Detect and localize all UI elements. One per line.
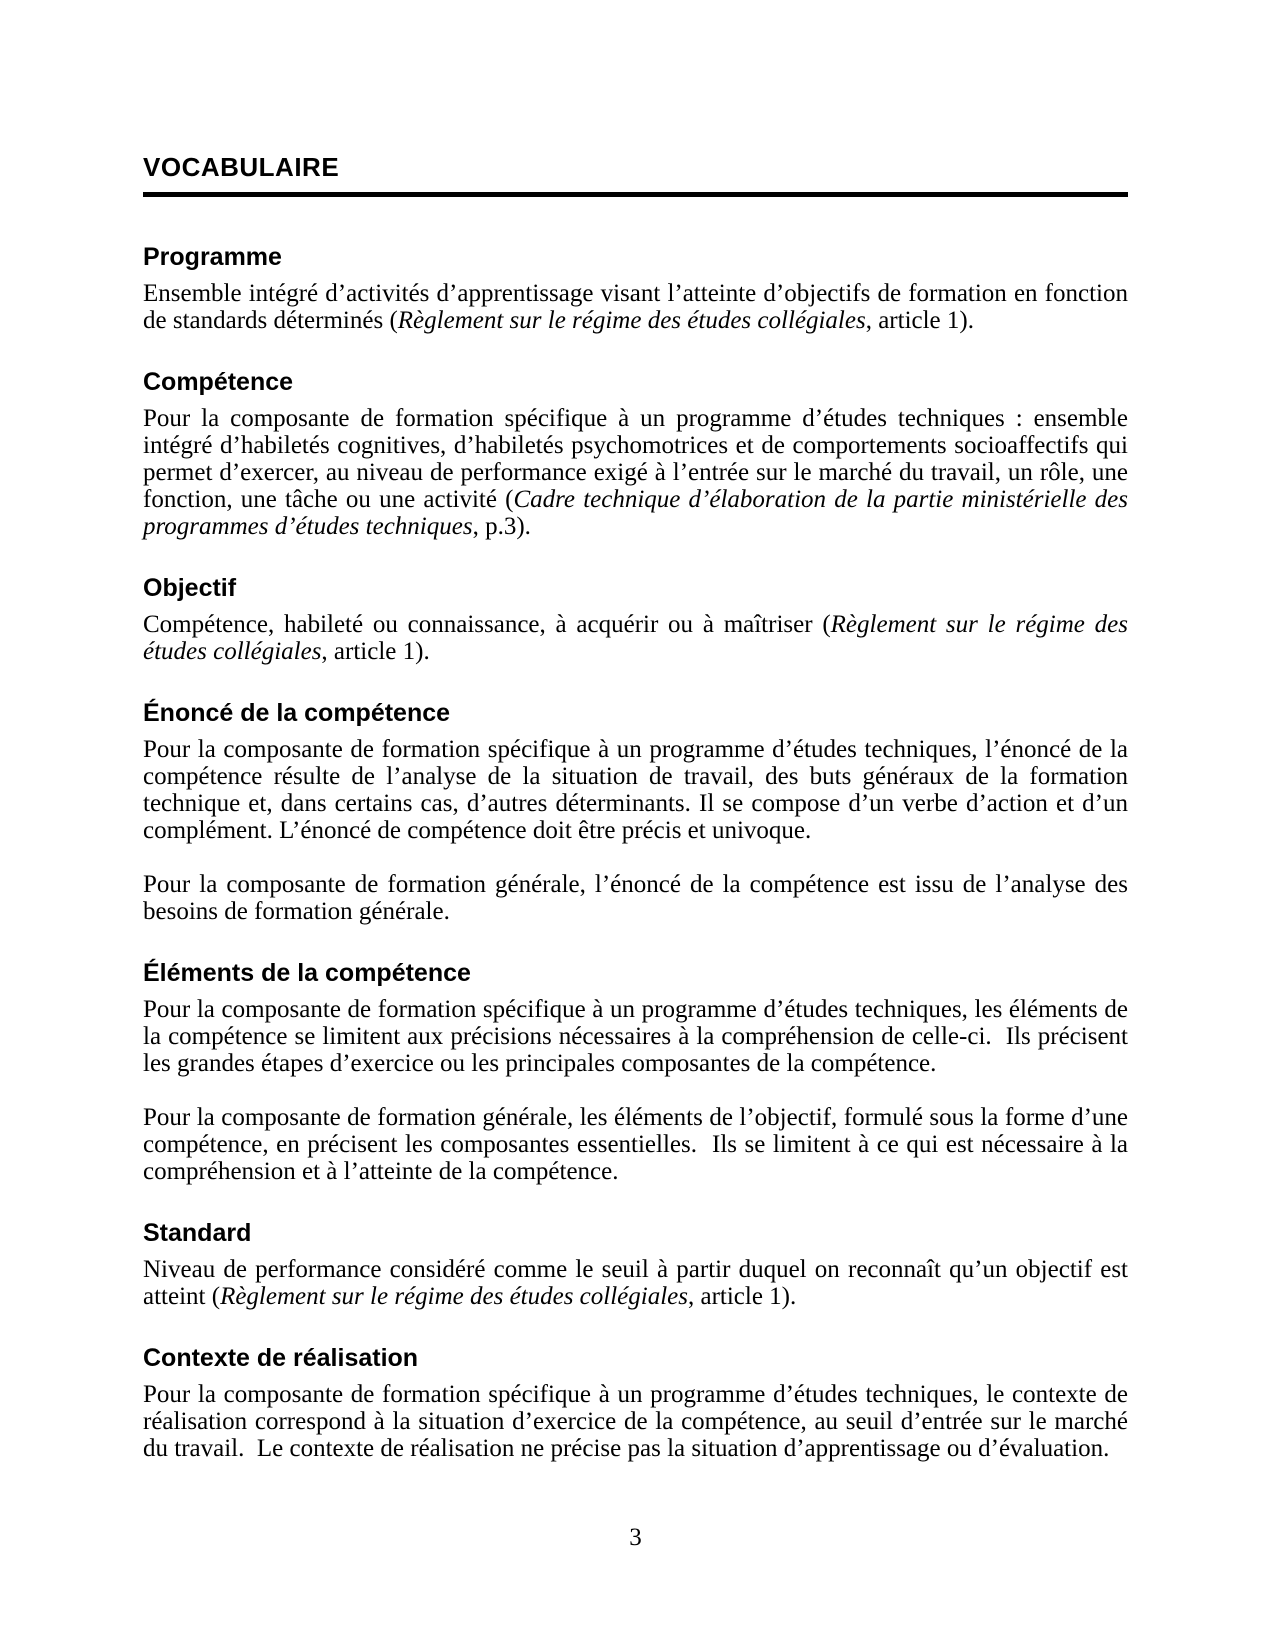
text-run: Pour la composante de formation spécifique à un programme d’études techniques, l’énoncé de la compétence résulte de l’analyse de la situation de travail, des buts généraux de la formation technique et, dans certains cas, d’autres déterminants. Il se compose d’un verbe d’action et d’un complément. L’énoncé de compétence doit être précis et univoque. [143, 736, 1128, 844]
term-heading: Standard [143, 1219, 252, 1247]
definition-paragraph [143, 1381, 1128, 1462]
citation-title: Cadre technique d’élaboration de la partie ministérielle des programmes d’études techniques [143, 486, 1128, 540]
section-standard [143, 1218, 1128, 1310]
term-heading: Objectif [143, 574, 237, 602]
document-header [143, 152, 1128, 197]
definition-paragraph [143, 871, 1128, 925]
text-run: Pour la composante de formation générale, les éléments de l’objectif, formulé sous la forme d’une compétence, en précisent les composantes essentielles. Ils se limitent à ce qui est nécessaire à la compréhension et à l’atteinte de la compétence. [143, 1104, 1128, 1185]
text-run: Pour la composante de formation générale, l’énoncé de la compétence est issu de l’analyse des besoins de formation générale. [143, 871, 1128, 925]
text-run: Niveau de performance considéré comme le seuil à partir duquel on reconnaît qu’un objectif est atteint ( [143, 1256, 1128, 1310]
section-elements-de-la-competence [143, 958, 1128, 1185]
text-run: , article 1). [687, 1283, 797, 1310]
section-enonce-de-la-competence [143, 698, 1128, 925]
term-heading: Compétence [143, 368, 294, 396]
text-run: , p.3). [472, 513, 531, 540]
page-footer [143, 1524, 1128, 1551]
definition-paragraph [143, 280, 1128, 334]
section-contexte-de-realisation [143, 1343, 1128, 1462]
text-run: Ensemble intégré d’activités d’apprentissage visant l’atteinte d’objectifs de formation en fonction de standards déterminés ( [143, 280, 1128, 334]
definition-paragraph [143, 405, 1128, 540]
header-rule [143, 192, 1128, 197]
term-heading: Contexte de réalisation [143, 1344, 419, 1372]
definition-paragraph [143, 1104, 1128, 1185]
term-heading: Énoncé de la compétence [143, 699, 451, 727]
text-run: , article 1). [865, 307, 974, 334]
definition-paragraph [143, 736, 1128, 844]
definition-paragraph [143, 996, 1128, 1077]
term-heading: Éléments de la compétence [143, 959, 471, 987]
citation-title: Règlement sur le régime des études collégiales [143, 611, 1128, 665]
section-objectif [143, 573, 1128, 665]
definition-paragraph [143, 611, 1128, 665]
section-programme [143, 242, 1128, 334]
text-run: Compétence, habileté ou connaissance, à acquérir ou à maîtriser ( [143, 611, 831, 638]
definition-paragraph [143, 1256, 1128, 1310]
term-heading: Programme [143, 243, 282, 271]
text-run: Pour la composante de formation spécifique à un programme d’études techniques : ensemble intégré d’habiletés cognitives, d’habiletés psychomotrices et de comportements socioaffectifs qui permet d’exercer, au niveau de performance exigé à l’entrée sur le marché du travail, un rôle, une fonction, une tâche ou une activité ( [143, 405, 1128, 513]
citation-title: Règlement sur le régime des études collégiales [220, 1283, 688, 1310]
page-title: VOCABULAIRE [143, 152, 340, 182]
page-number: 3 [629, 1524, 642, 1551]
text-run: , article 1). [321, 638, 430, 665]
text-run: Pour la composante de formation spécifique à un programme d’études techniques, les éléments de la compétence se limitent aux précisions nécessaires à la compréhension de celle-ci. Ils précisent les grandes étapes d’exercice ou les principales composantes de la compétence. [143, 996, 1128, 1077]
text-run: Pour la composante de formation spécifique à un programme d’études techniques, le contexte de réalisation correspond à la situation d’exercice de la compétence, au seuil d’entrée sur le marché du travail. Le contexte de réalisation ne précise pas la situation d’apprentissage ou d’évaluation. [143, 1381, 1128, 1462]
citation-title: Règlement sur le régime des études collégiales [397, 307, 866, 334]
section-competence [143, 367, 1128, 540]
